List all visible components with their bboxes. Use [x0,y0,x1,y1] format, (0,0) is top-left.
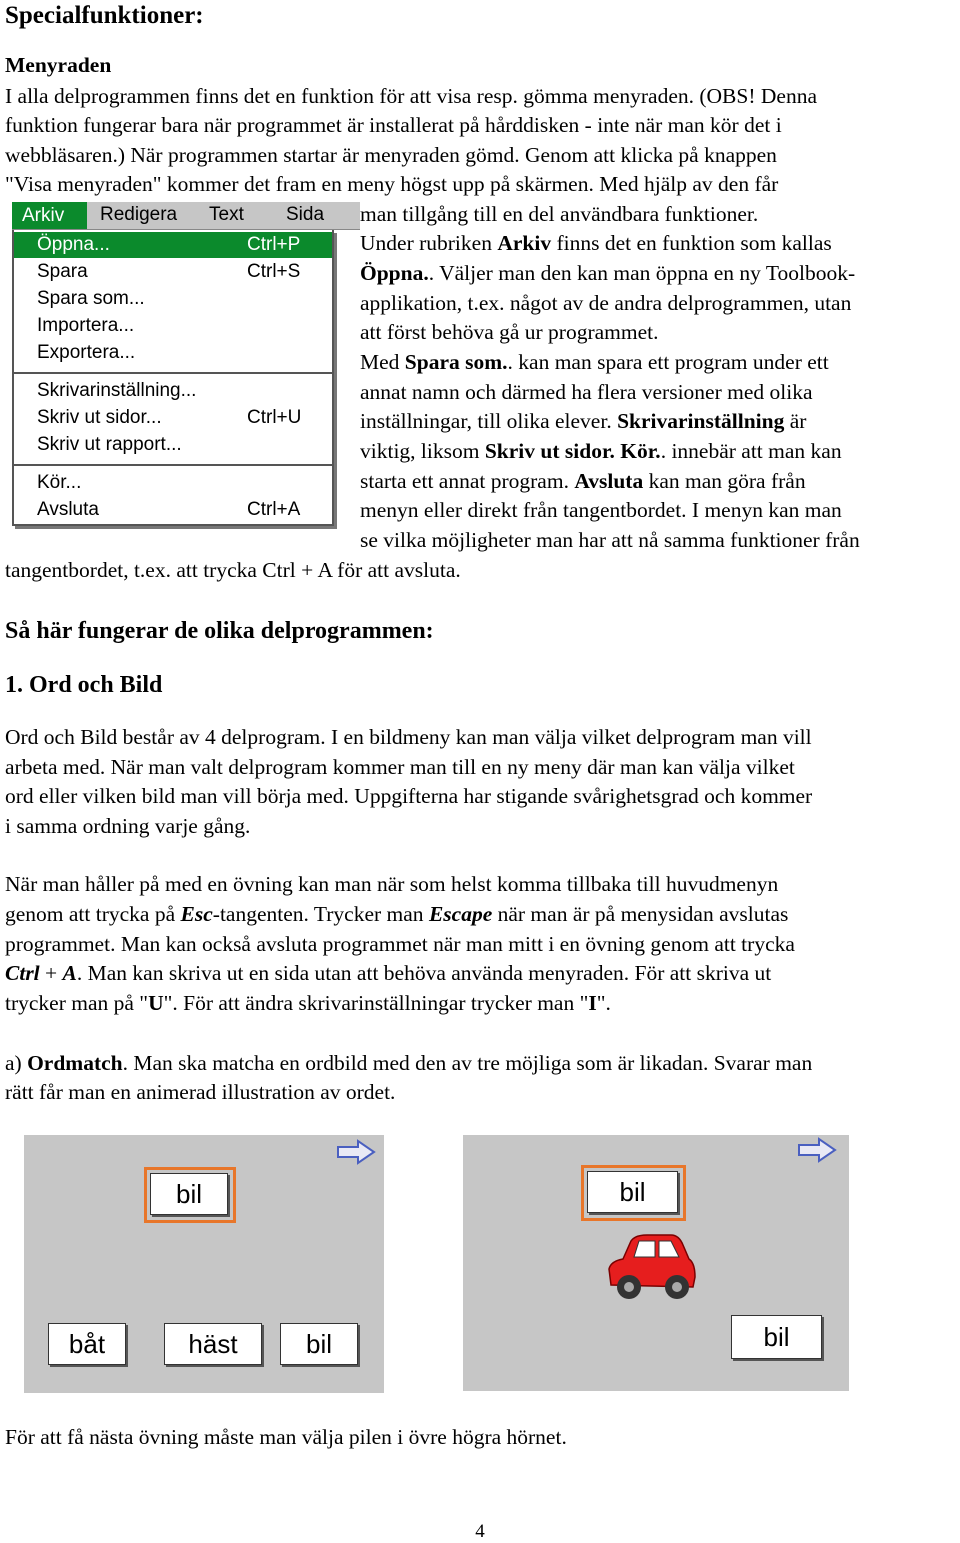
text-line: menyn eller direkt från tangentbordet. I menyn kan man [360,498,842,522]
option-word-card[interactable]: bil [280,1323,358,1365]
option-word-card[interactable]: båt [48,1323,126,1365]
text-line: arbeta med. När man valt delprogram kommer man till en ny meny där man kan välja vilket [5,755,795,779]
text-line: tangentbordet, t.ex. att trycka Ctrl + A för att avsluta. [5,558,461,582]
menu-shortcut: Ctrl+P [247,234,301,255]
text-line: När man håller på med en övning kan man när som helst komma tillbaka till huvudmenyn [5,872,779,896]
section-title: Så här fungerar de olika delprogrammen: [5,618,434,644]
page-heading: Specialfunktioner: [5,2,204,29]
text-line: Ctrl + A. Man kan skriva ut en sida utan att behöva använda menyraden. För att skriva ut [5,961,772,985]
answer-word-card[interactable]: bil [731,1315,822,1359]
page-number: 4 [475,1521,485,1542]
target-word-card: bil [150,1173,228,1215]
text-line: Ord och Bild består av 4 delprogram. I en bildmeny kan man välja vilket delprogram man vill [5,725,812,749]
menu-item-importera[interactable]: Importera... [37,315,135,336]
menu-shortcut: Ctrl+U [247,407,302,428]
menu-item-skriv-ut-sidor[interactable]: Skriv ut sidor... [37,407,162,428]
next-arrow-icon[interactable] [336,1139,376,1165]
text-line: se vilka möjligheter man har att nå samma funktioner från [360,528,860,552]
text-line: starta ett annat program. Avsluta kan man göra från [360,469,806,493]
menu-item-oppna[interactable]: Öppna... [14,232,332,258]
menu-shortcut: Ctrl+A [247,499,301,520]
text-line: webbläsaren.) När programmen startar är menyraden gömd. Genom att klicka på knappen [5,143,777,167]
menu-screenshot [12,202,360,526]
menu-item-spara-som[interactable]: Spara som... [37,288,145,309]
text-line: genom att trycka på Esc-tangenten. Trycker man Escape när man är på menysidan avslutas [5,902,789,926]
exercise-screen-2 [463,1135,849,1391]
text-line: I alla delprogrammen finns det en funktion för att visa resp. gömma menyraden. (OBS! Denna [5,84,817,108]
menu-item-kor[interactable]: Kör... [37,472,82,493]
menu-item-avsluta[interactable]: Avsluta [37,499,99,520]
menubar-item-sida[interactable]: Sida [286,204,325,225]
target-word-card: bil [587,1171,678,1213]
text-line: För att få nästa övning måste man välja pilen i övre högra hörnet. [5,1425,567,1449]
exercise-screen-1 [24,1135,384,1393]
menu-item-skrivarinstallning[interactable]: Skrivarinställning... [37,380,197,401]
car-illustration [601,1229,697,1311]
menu-item-skriv-ut-rapport[interactable]: Skriv ut rapport... [37,434,182,455]
text-line: att först behöva gå ur programmet. [360,320,659,344]
text-line: programmet. Man kan också avsluta programmet när man mitt i en övning genom att trycka [5,932,795,956]
menubar-item-text[interactable]: Text [209,204,244,225]
file-dropdown-menu [12,230,334,526]
text-line: rätt får man en animerad illustration av ordet. [5,1080,396,1104]
text-line: a) Ordmatch. Man ska matcha en ordbild med den av tre möjliga som är likadan. Svarar man [5,1051,813,1075]
menu-separator [14,464,332,466]
text-line: Under rubriken Arkiv finns det en funktion som kallas [360,231,832,255]
menu-item-exportera[interactable]: Exportera... [37,342,136,363]
option-word-card[interactable]: häst [164,1323,262,1365]
menu-shortcut: Ctrl+S [247,261,301,282]
text-line: annat namn och därmed ha flera versioner med olika [360,380,813,404]
text-line: "Visa menyraden" kommer det fram en meny högst upp på skärmen. Med hjälp av den får [5,172,779,196]
subsection-title: 1. Ord och Bild [5,672,163,698]
menubar [12,202,360,230]
text-line: applikation, t.ex. något av de andra delprogrammen, utan [360,291,852,315]
menubar-item-redigera[interactable]: Redigera [100,204,178,225]
text-line: viktig, liksom Skriv ut sidor. Kör.. innebär att man kan [360,439,842,463]
text-line: Öppna.. Väljer man den kan man öppna en ny Toolbook- [360,261,856,285]
menu-item-spara[interactable]: Spara [37,261,88,282]
text-line: man tillgång till en del användbara funktioner. [360,202,759,226]
menubar-item-arkiv[interactable]: Arkiv [12,202,87,229]
menu-separator [14,372,332,374]
menu-section-title: Menyraden [5,53,112,77]
text-line: trycker man på "U". För att ändra skrivarinställningar trycker man "I". [5,991,611,1015]
text-line: funktion fungerar bara när programmet är installerat på hårddisken - inte när man kör det i [5,113,782,137]
next-arrow-icon[interactable] [797,1137,837,1163]
text-line: i samma ordning varje gång. [5,814,251,838]
text-line: Med Spara som.. kan man spara ett program under ett [360,350,829,374]
text-line: inställningar, till olika elever. Skrivarinställning är [360,409,807,433]
text-line: ord eller vilken bild man vill börja med. Uppgifterna har stigande svårighetsgrad och kommer [5,784,813,808]
